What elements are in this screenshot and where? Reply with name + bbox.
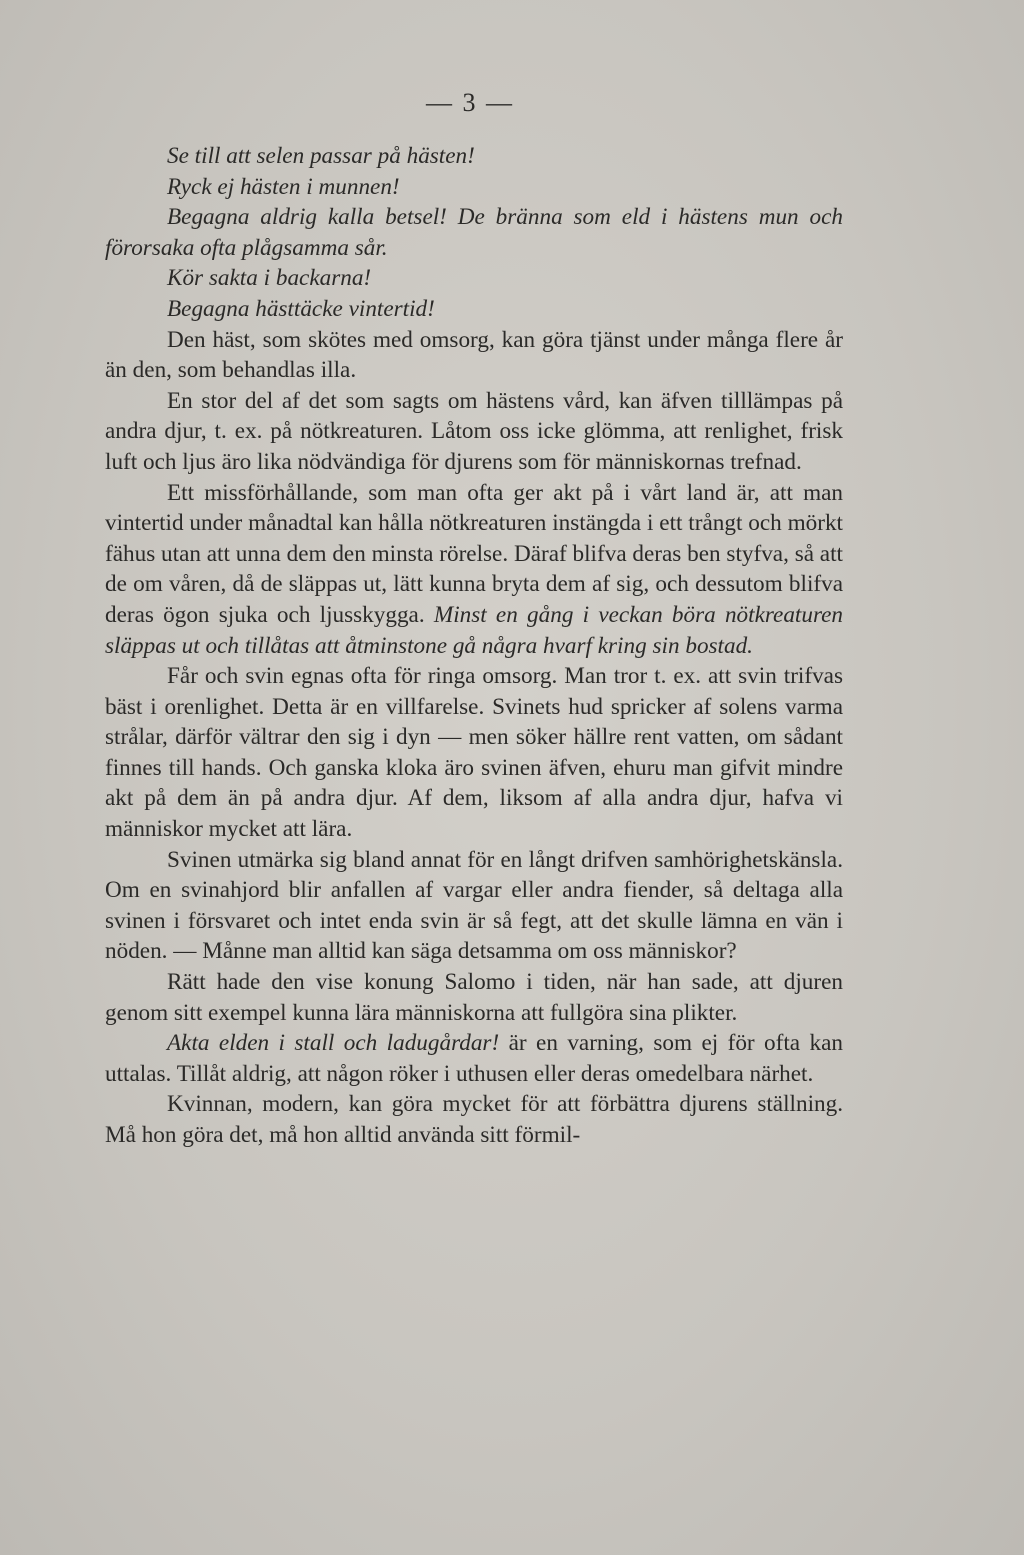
- paragraph: Kvinnan, modern, kan göra mycket för att förbättra djurens ställning. Må hon göra det, må hon alltid använda sitt förmil-: [105, 1091, 843, 1148]
- paragraph: Får och svin egnas ofta för ringa omsorg. Man tror t. ex. att svin trifvas bäst i orenlighet. Detta är en villfarelse. Svinets hud spricker af solens varma strålar, därför vältrar den sig i dyn — men söker hällre rent vatten, om sådant finnes till hands. Och ganska kloka äro svinen äfven, ehuru man gifvit mindre akt på dem än på andra djur. Af dem, liksom af alla andra djur, hafva vi människor mycket att lära.: [105, 663, 843, 843]
- paragraph: [105, 478, 843, 662]
- page-number: — 3 —: [426, 88, 514, 117]
- paragraph-italic-text: Minst en gång i veckan böra nötkreaturen släppas ut och tillåtas att åtminstone gå några hvarf kring sin bostad.: [105, 601, 843, 659]
- paragraph: [105, 1028, 843, 1089]
- paragraph: Ryck ej hästen i munnen!: [167, 173, 400, 200]
- body-text: [105, 141, 843, 1151]
- paragraph: Begagna aldrig kalla betsel! De bränna som eld i hästens mun och förorsaka ofta plågsamma sår.: [105, 204, 843, 261]
- paragraph-italic-text: Akta elden i stall och ladugårdar!: [167, 1030, 500, 1057]
- paragraph: Begagna hästtäcke vintertid!: [167, 295, 435, 322]
- paragraph: Svinen utmärka sig bland annat för en långt drifven samhörighetskänsla. Om en svinahjord blir anfallen af vargar eller andra fiender, så deltaga alla svinen i försvaret och intet enda svin är så fegt, att det skulle lämna en vän i nöden. — Månne man alltid kan säga detsamma om oss människor?: [105, 846, 843, 965]
- paragraph: Rätt hade den vise konung Salomo i tiden, när han sade, att djuren genom sitt exempel kunna lära människorna att fullgöra sina plikter.: [105, 969, 843, 1026]
- paragraph: Se till att selen passar på hästen!: [167, 143, 475, 169]
- paragraph-text: Ett missförhållande, som man ofta ger akt på i vårt land är, att man vintertid under månadtal kan hålla nötkreaturen instängda i ett trångt och mörkt fähus utan att unna dem den minsta rörelse. Däraf blifva deras ben styfva, så att de om våren, då de släppas ut, lätt kunna bryta dem af sig, och dessutom blifva deras ögon sjuka och ljusskygga.: [105, 479, 843, 628]
- paragraph: Kör sakta i backarna!: [167, 265, 372, 292]
- paragraph-text: är en varning, som ej för ofta kan uttalas. Tillåt aldrig, att någon röker i uthusen eller deras omedelbara närhet.: [105, 1030, 843, 1087]
- paragraph: Den häst, som skötes med omsorg, kan göra tjänst under många flere år än den, som behandlas illa.: [105, 326, 843, 384]
- paragraph: En stor del af det som sagts om hästens vård, kan äfven tilllämpas på andra djur, t. ex. på nötkreaturen. Låtom oss icke glömma, att renlighet, frisk luft och ljus äro lika nödvändiga för djurens som för människornas trefnad.: [105, 387, 843, 475]
